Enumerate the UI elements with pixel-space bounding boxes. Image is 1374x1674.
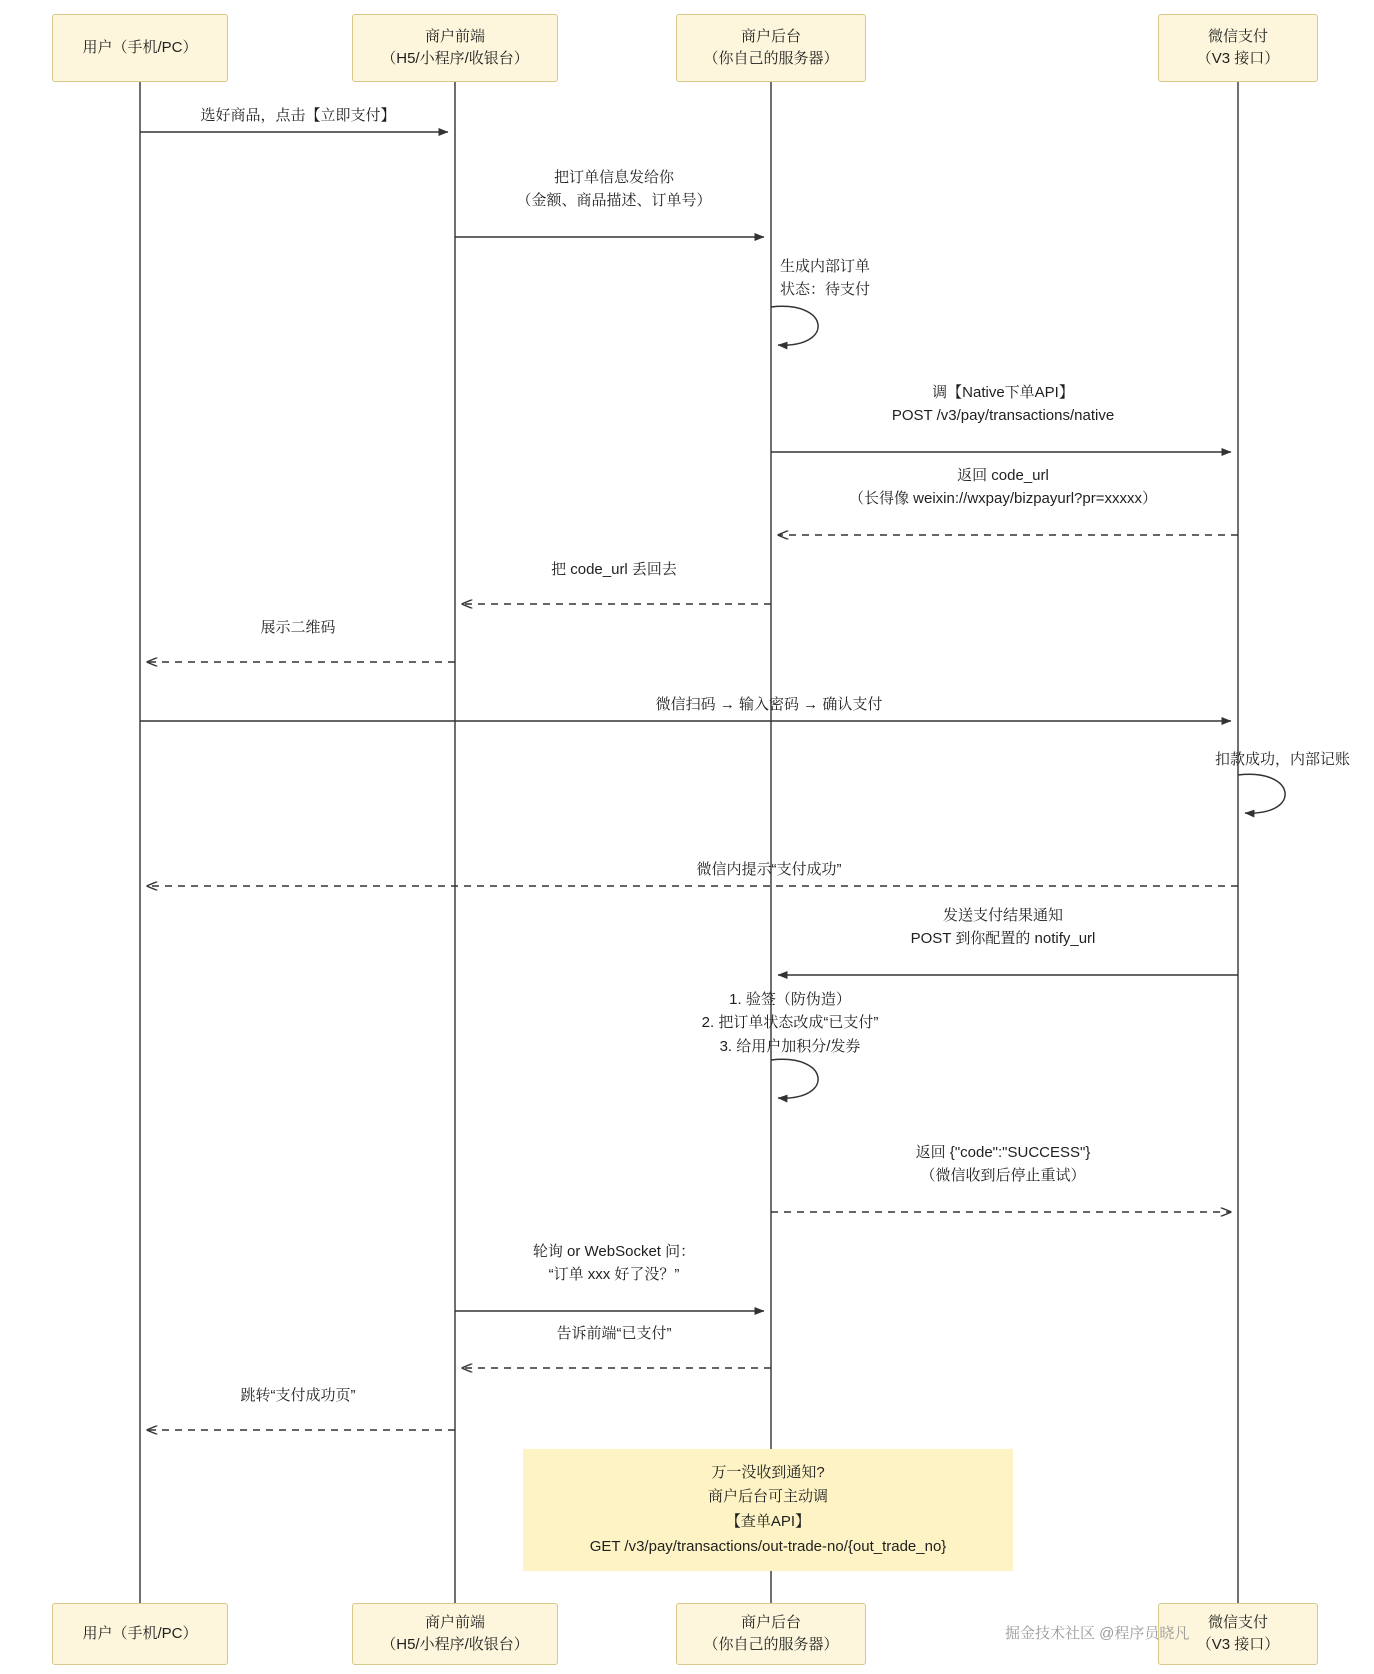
actor-label-line1: 商户前端: [424, 27, 485, 45]
message-line: 微信扫码 → 输入密码 → 确认支付: [655, 696, 883, 713]
message-line: 微信内提示“支付成功”: [696, 861, 842, 878]
message-label-m3: [700, 255, 950, 302]
message-label-m13: [771, 1141, 1235, 1188]
actor-user-bottom[interactable]: [52, 1603, 228, 1665]
actor-label-line2: （H5/小程序/收银台）: [381, 1636, 529, 1653]
message-line: 扣款成功，内部记账: [1214, 751, 1350, 768]
message-line: 返回 {"code":"SUCCESS"}: [915, 1144, 1091, 1161]
note-line: 商户后台可主动调: [707, 1488, 828, 1506]
actor-backend-top[interactable]: [676, 14, 866, 82]
message-line: 状态：待支付: [779, 281, 870, 299]
message-line: 轮询 or WebSocket 问：: [532, 1243, 696, 1260]
watermark: 掘金技术社区 @程序员晓凡: [1005, 1625, 1190, 1642]
message-line: （长得像 weixin://wxpay/bizpayurl?pr=xxxxx）: [848, 490, 1157, 508]
message-label-m5: [771, 464, 1235, 511]
actor-label-line1: 微信支付: [1207, 27, 1268, 45]
message-label-m1: [140, 104, 456, 127]
actor-label-line1: 用户（手机/PC）: [82, 38, 198, 56]
message-label-m11: [771, 904, 1235, 951]
message-label-m14: [455, 1240, 773, 1287]
actor-backend-bottom[interactable]: [676, 1603, 866, 1665]
actor-label-line1: 用户（手机/PC）: [82, 1624, 198, 1642]
message-line: 把订单信息发给你: [553, 169, 674, 186]
message-line: 2. 把订单状态改成“已支付”: [701, 1014, 879, 1032]
message-label-m10: [455, 858, 1083, 881]
message-line: 把 code_url 丢回去: [551, 561, 677, 578]
message-line: （微信收到后停止重试）: [920, 1167, 1086, 1185]
message-label-m2: [455, 166, 773, 213]
message-line: POST /v3/pay/transactions/native: [891, 407, 1115, 425]
message-line: POST 到你配置的 notify_url: [910, 930, 1096, 948]
message-label-m8: [455, 693, 1083, 716]
message-line: 返回 code_url: [957, 467, 1049, 484]
actor-label-line2: （H5/小程序/收银台）: [381, 50, 529, 67]
message-line: （金额、商品描述、订单号）: [516, 192, 712, 210]
message-label-m9: [1060, 748, 1350, 771]
message-label-m6: [455, 558, 773, 581]
message-line: 1. 验签（防伪造）: [729, 991, 851, 1008]
message-line: 跳转“支付成功页”: [240, 1387, 356, 1404]
message-line: “订单 xxx 好了没？”: [548, 1266, 680, 1284]
actor-label-line2: （你自己的服务器）: [703, 50, 839, 67]
message-label-m16: [140, 1384, 456, 1407]
message-label-m7: [140, 616, 456, 639]
note-line: GET /v3/pay/transactions/out-trade-no/{out_trade_no}: [589, 1537, 947, 1555]
message-label-m15: [455, 1322, 773, 1345]
note-line: 万一没收到通知?: [711, 1463, 825, 1481]
message-line: 3. 给用户加积分/发券: [719, 1037, 861, 1055]
actor-label-line1: 商户后台: [740, 27, 801, 45]
actor-label-line2: （V3 接口）: [1196, 50, 1280, 67]
message-line: 展示二维码: [260, 619, 336, 636]
actor-label-line1: 商户后台: [740, 1613, 801, 1631]
actor-label-line1: 微信支付: [1207, 1613, 1268, 1631]
message-line: 调【Native下单API】: [932, 384, 1074, 401]
note-line: 【查单API】: [725, 1513, 811, 1530]
message-line: 选好商品，点击【立即支付】: [200, 107, 396, 124]
message-line: 生成内部订单: [779, 258, 870, 275]
actor-frontend-top[interactable]: [352, 14, 558, 82]
actor-label-line2: （V3 接口）: [1196, 1636, 1280, 1653]
message-label-m12: [620, 988, 960, 1058]
message-line: 告诉前端“已支付”: [556, 1325, 672, 1342]
actor-wxpay-top[interactable]: [1158, 14, 1318, 82]
note-query-api: [523, 1449, 1013, 1571]
actor-user-top[interactable]: [52, 14, 228, 82]
actor-frontend-bottom[interactable]: [352, 1603, 558, 1665]
actor-label-line1: 商户前端: [424, 1613, 485, 1631]
message-line: 发送支付结果通知: [942, 907, 1063, 924]
actor-label-line2: （你自己的服务器）: [703, 1636, 839, 1653]
message-label-m4: [771, 381, 1235, 428]
